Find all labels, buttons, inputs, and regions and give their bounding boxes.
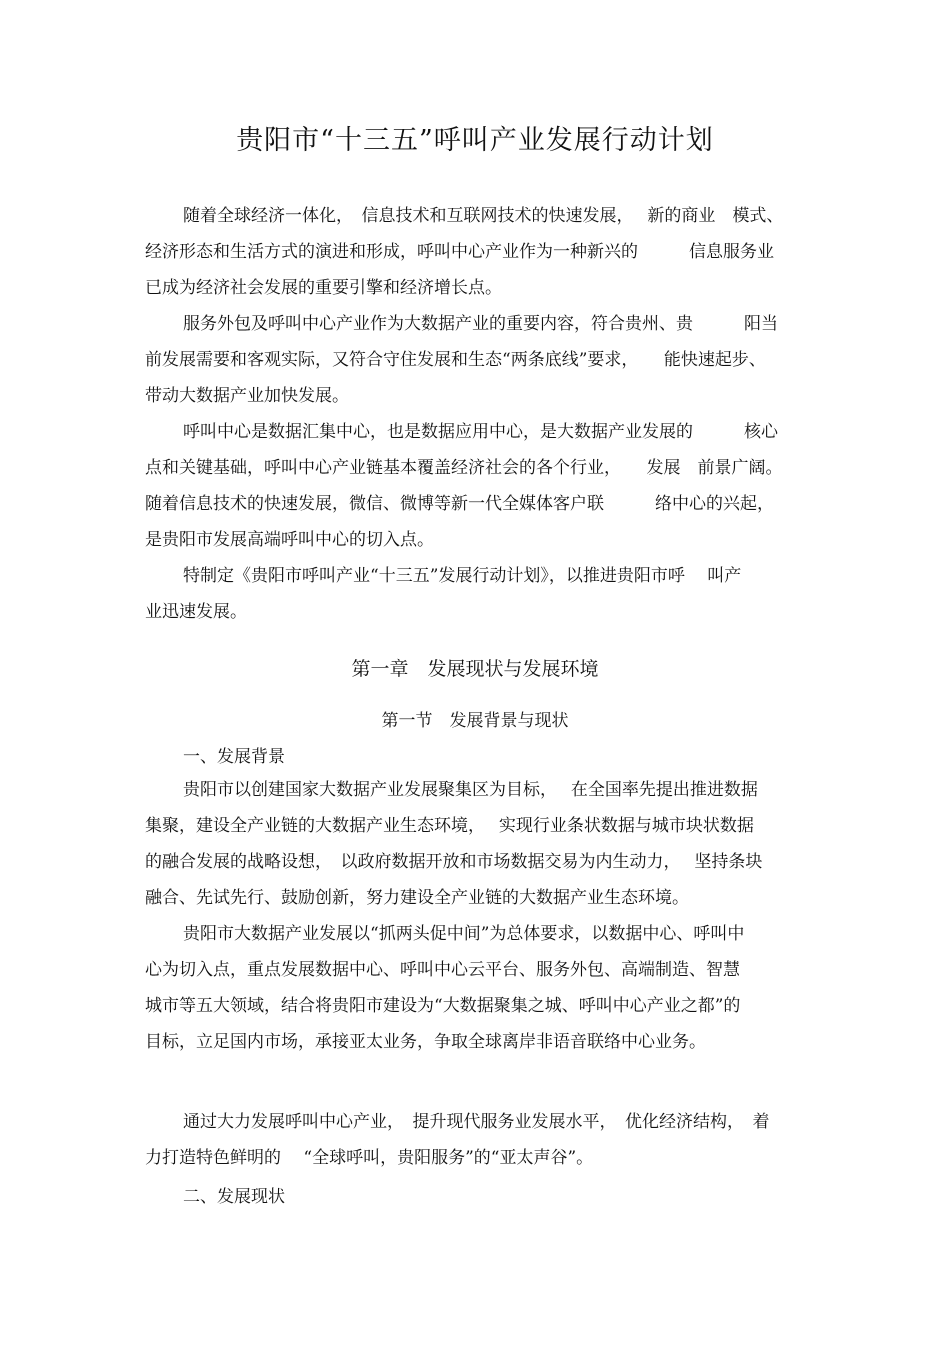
- paragraph-line: 呼叫中心是数据汇集中心，也是数据应用中心，是大数据产业发展的 核心: [183, 422, 778, 442]
- paragraph-line: 随着信息技术的快速发展，微信、微博等新一代全媒体客户联 络中心的兴起，: [145, 494, 774, 514]
- paragraph: [145, 306, 810, 414]
- background-section-cont: [145, 1104, 810, 1176]
- paragraph: [145, 772, 810, 916]
- paragraph-line: 融合、先试先行、鼓励创新，努力建设全产业链的大数据产业生态环境。: [145, 888, 689, 908]
- paragraph-line: 心为切入点，重点发展数据中心、呼叫中心云平台、服务外包、高端制造、智慧: [145, 960, 740, 980]
- background-section: [145, 772, 810, 1060]
- paragraph-line: 目标，立足国内市场，承接亚太业务，争取全球离岸非语音联络中心业务。: [145, 1032, 706, 1052]
- paragraph-line: 集聚，建设全产业链的大数据产业生态环境， 实现行业条状数据与城市块状数据: [145, 816, 754, 836]
- paragraph-line: 随着全球经济一体化， 信息技术和互联网技术的快速发展， 新的商业 模式、: [183, 206, 784, 226]
- paragraph-line: 贵阳市以创建国家大数据产业发展聚集区为目标， 在全国率先提出推进数据: [183, 780, 758, 800]
- paragraph: [145, 198, 810, 306]
- paragraph: [145, 414, 810, 558]
- paragraph-line: 是贵阳市发展高端呼叫中心的切入点。: [145, 530, 434, 550]
- subheading-background: 一、发展背景: [183, 747, 285, 767]
- paragraph-line: 贵阳市大数据产业发展以“抓两头促中间”为总体要求，以数据中心、呼叫中: [183, 924, 745, 944]
- paragraph-line: 的融合发展的战略设想， 以政府数据开放和市场数据交易为内生动力， 坚持条块: [145, 852, 763, 872]
- document-title: 贵阳市“十三五”呼叫产业发展行动计划: [236, 125, 714, 156]
- intro-section: [145, 198, 810, 630]
- subheading-status: 二、发展现状: [183, 1187, 285, 1207]
- paragraph-line: 服务外包及呼叫中心产业作为大数据产业的重要内容，符合贵州、贵 阳当: [183, 314, 778, 334]
- paragraph-line: 通过大力发展呼叫中心产业， 提升现代服务业发展水平， 优化经济结构， 着: [183, 1112, 770, 1132]
- paragraph-line: 点和关键基础，呼叫中心产业链基本覆盖经济社会的各个行业， 发展 前景广阔。: [145, 458, 783, 478]
- paragraph-line: 业迅速发展。: [145, 602, 247, 622]
- section-heading: 第一节 发展背景与现状: [381, 711, 569, 731]
- paragraph-line: 力打造特色鲜明的 “全球呼叫，贵阳服务”的“亚太声谷”。: [145, 1148, 594, 1168]
- paragraph: [145, 1104, 810, 1176]
- paragraph-line: 特制定《贵阳市呼叫产业“十三五”发展行动计划》，以推进贵阳市呼 叫产: [183, 566, 742, 586]
- paragraph: [145, 916, 810, 1060]
- paragraph-line: 前发展需要和客观实际，又符合守住发展和生态“两条底线”要求， 能快速起步、: [145, 350, 766, 370]
- paragraph: [145, 558, 810, 630]
- paragraph-line: 经济形态和生活方式的演进和形成，呼叫中心产业作为一种新兴的 信息服务业: [145, 242, 774, 262]
- paragraph-line: 带动大数据产业加快发展。: [145, 386, 349, 406]
- chapter-heading: 第一章 发展现状与发展环境: [351, 658, 599, 680]
- paragraph-line: 城市等五大领域，结合将贵阳市建设为“大数据聚集之城、呼叫中心产业之都”的: [145, 996, 741, 1016]
- paragraph-line: 已成为经济社会发展的重要引擎和经济增长点。: [145, 278, 502, 298]
